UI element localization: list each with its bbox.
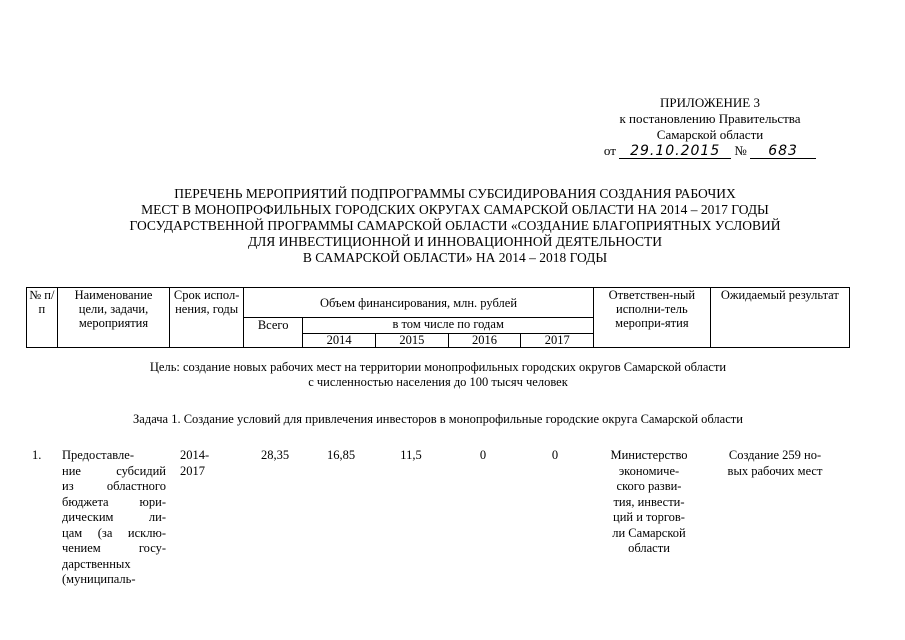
row1-name-line: (муниципаль- [62, 572, 136, 586]
goal-line-2: с численностью населения до 100 тысяч человек [308, 375, 568, 389]
row1-resp-line: области [628, 541, 670, 555]
measures-table-header [26, 287, 850, 348]
task-text: Задача 1. Создание условий для привлечения инвесторов в монопрофильные городские округа Самарской области [133, 412, 743, 426]
appendix-block [560, 95, 860, 159]
row1-resp-line: ского разви- [616, 479, 682, 493]
title-line-1: ПЕРЕЧЕНЬ МЕРОПРИЯТИЙ ПОДПРОГРАММЫ СУБСИДИРОВАНИЯ СОЗДАНИЯ РАБОЧИХ [174, 186, 736, 201]
number-label: № [734, 143, 747, 158]
row1-name-line: из областного [62, 479, 166, 493]
row1-resp-line: ли Самарской [612, 525, 686, 540]
title-line-4: ДЛЯ ИНВЕСТИЦИОННОЙ И ИННОВАЦИОННОЙ ДЕЯТЕЛЬНОСТИ [247, 234, 663, 249]
header-by-year: в том числе по годам [303, 318, 594, 334]
title-line-5: В САМАРСКОЙ ОБЛАСТИ» НА 2014 – 2018 ГОДЫ [302, 250, 608, 265]
header-volume: Объем финансирования, млн. рублей [243, 288, 593, 318]
row1-name-line: дарственных [62, 556, 131, 571]
row1-result [708, 448, 842, 479]
row1-name-line: Предоставле- [62, 448, 134, 462]
goal-text [26, 360, 850, 390]
appendix-title: ПРИЛОЖЕНИЕ 3 [660, 95, 760, 110]
row1-resp-line: ций и торгов- [613, 510, 685, 524]
header-term: Срок испол-нения, годы [170, 288, 244, 348]
row1-name-line: дическим ли- [62, 510, 166, 524]
row1-resp-line: Министерство [610, 448, 688, 462]
header-year-2017: 2017 [521, 334, 594, 348]
row1-term [180, 448, 232, 479]
row1-num: 1. [32, 448, 42, 462]
row1-name-line: бюджета юри- [62, 494, 166, 509]
row1-result-line: вых рабочих мест [727, 463, 823, 478]
header-year-2014: 2014 [303, 334, 376, 348]
order-line [560, 143, 860, 159]
row1-2015: 11,5 [400, 448, 422, 462]
row1-2014: 16,85 [326, 448, 356, 462]
handwritten-date: 29.10.2015 [619, 144, 731, 159]
header-total: Всего [243, 318, 302, 348]
header-year-2015: 2015 [376, 334, 449, 348]
from-label: от [603, 143, 616, 158]
row1-total: 28,35 [260, 448, 290, 462]
appendix-line-1: к постановлению Правительства [619, 111, 801, 126]
row1-2017: 0 [551, 448, 559, 462]
row1-term-line: 2017 [180, 463, 205, 478]
row1-name-line: цам (за исклю- [62, 525, 166, 540]
row1-name [62, 448, 166, 588]
header-name: Наименование цели, задачи, мероприятия [57, 288, 170, 348]
title-line-2: МЕСТ В МОНОПРОФИЛЬНЫХ ГОРОДСКИХ ОКРУГАХ САМАРСКОЙ ОБЛАСТИ НА 2014 – 2017 ГОДЫ [141, 202, 769, 217]
header-result: Ожидаемый результат [710, 288, 849, 348]
appendix-line-2: Самарской области [656, 127, 764, 142]
title-line-3: ГОСУДАРСТВЕННОЙ ПРОГРАММЫ САМАРСКОЙ ОБЛАСТИ «СОЗДАНИЕ БЛАГОПРИЯТНЫХ УСЛОВИЙ [129, 218, 781, 233]
row1-name-line: чением госу- [62, 541, 166, 555]
document-title [40, 186, 870, 266]
header-year-2016: 2016 [448, 334, 521, 348]
row1-result-line: Создание 259 но- [728, 448, 822, 462]
row1-2016: 0 [479, 448, 487, 462]
row1-resp-line: экономиче- [618, 463, 680, 478]
handwritten-number: 683 [750, 144, 816, 159]
header-num: № п/п [27, 288, 58, 348]
goal-line-1: Цель: создание новых рабочих мест на территории монопрофильных городских округов Самарской области [149, 360, 727, 374]
row1-responsible [594, 448, 704, 557]
header-responsible: Ответствен-ный исполни-тель меропри-ятия [594, 288, 711, 348]
row1-name-line: ние субсидий [62, 463, 166, 478]
row1-resp-line: тия, инвести- [613, 494, 685, 509]
row1-term-line: 2014- [180, 448, 210, 462]
